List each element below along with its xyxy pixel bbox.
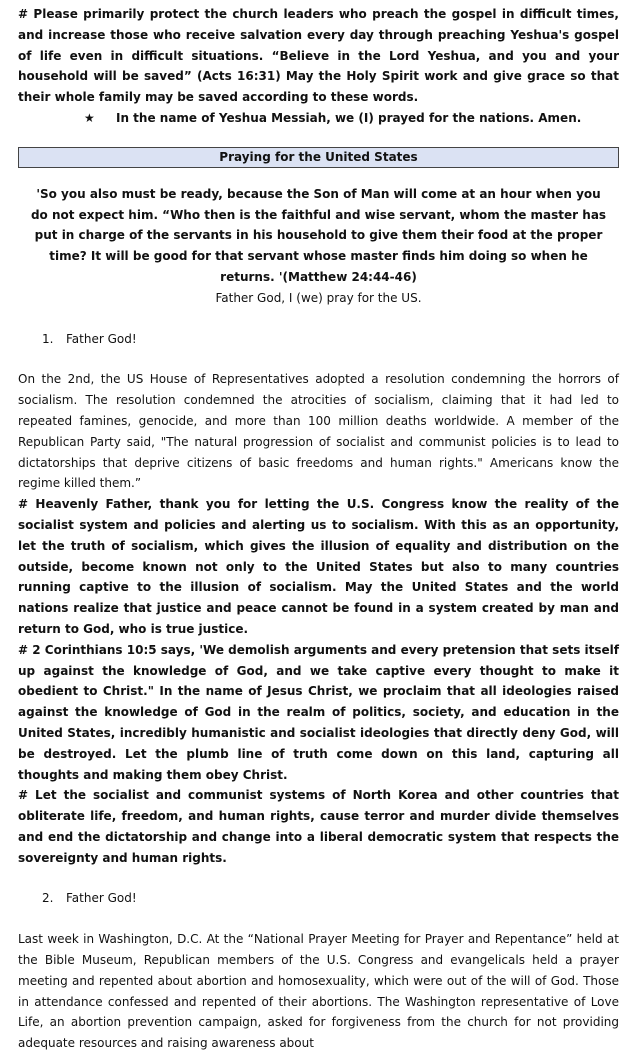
section-1-prayer-1: # Heavenly Father, thank you for letting the U.S. Congress know the reality of the socialist system and policies and alerting us to socialism. With this as an opportunity, let the truth of socialism, which gives the illusion of equality and distribution on the outside, become known not only to the United States but also to many countries running captive to the illusion of socialism. May the United States and the world nations realize that justice and peace cannot be found in a system created by man and return to God, who is true justice. — [18, 497, 619, 636]
section-1-number: 1. — [42, 331, 54, 346]
verse-subline: Father God, I (we) pray for the US. — [215, 290, 422, 305]
section-1-body: On the 2nd, the US House of Representatives adopted a resolution condemning the horrors of socialism. The resolution condemned the atrocities of socialism, claiming that it had led to repeated famines, genocide, and more than 100 million deaths worldwide. A member of the Republican Party said, "The natural progression of socialist and communist policies is to lead to dictatorships that deprive citizens of basic freedoms and human rights." Americans know the regime killed them.” — [18, 372, 619, 491]
closing-line-text: In the name of Yeshua Messiah, we (I) prayed for the nations. Amen. — [116, 110, 582, 125]
section-2-title: Father God! — [66, 891, 137, 906]
section-1-prayer-3: # Let the socialist and communist systems of North Korea and other countries that obliterate life, freedom, and human rights, cause terror and murder divide themselves and end the dictatorship and change into a liberal democratic system that respects the sovereignty and human rights. — [18, 788, 619, 865]
section-banner — [18, 147, 619, 168]
section-2-body: Last week in Washington, D.C. At the “National Prayer Meeting for Prayer and Repentance” held at the Bible Museum, Republican members of the U.S. Congress and evangelicals held a prayer meeting and repented about abortion and homosexuality, which were out of the will of God. Those in attendance confessed and repented of their abortions. The Washington representative of Love Life, an abortion prevention campaign, asked for forgiveness from the church for not providing adequate resources and raising awareness about — [18, 932, 619, 1051]
star-icon: ★ — [84, 110, 95, 125]
closing-line — [84, 108, 619, 129]
section-1-prayer-2: # 2 Corinthians 10:5 says, 'We demolish arguments and every pretension that sets itself up against the knowledge of God, and we take captive every thought to make it obedient to Christ." In the name of Jesus Christ, we proclaim that all ideologies raised against the knowledge of God in the realm of politics, society, and education in the United States, incredibly humanistic and socialist ideologies that directly deny God, will be destroyed. Let the plumb line of truth come down on this land, capturing all thoughts and making them obey Christ. — [18, 642, 619, 782]
section-2-heading — [42, 888, 619, 909]
section-1-title: Father God! — [66, 331, 137, 346]
scripture-verse — [18, 184, 619, 309]
section-2-number: 2. — [42, 891, 54, 906]
verse-text: 'So you also must be ready, because the Son of Man will come at an hour when you do not expect him. “Who then is the faithful and wise servant, whom the master has put in charge of the servants in his household to give them their food at the proper time? It will be good for that servant whose master finds him doing so when he returns. '(Matthew 24:44-46) — [30, 186, 607, 284]
section-1-heading — [42, 329, 619, 350]
banner-title: Praying for the United States — [219, 150, 418, 165]
intro-paragraph: # Please primarily protect the church leaders who preach the gospel in difficult times, and increase those who receive salvation every day through preaching Yeshua's gospel of life even in difficult situations. “Believe in the Lord Yeshua, and you and your household will be saved” (Acts 16:31) May the Holy Spirit work and give grace so that their whole family may be saved according to these words. — [18, 7, 619, 105]
